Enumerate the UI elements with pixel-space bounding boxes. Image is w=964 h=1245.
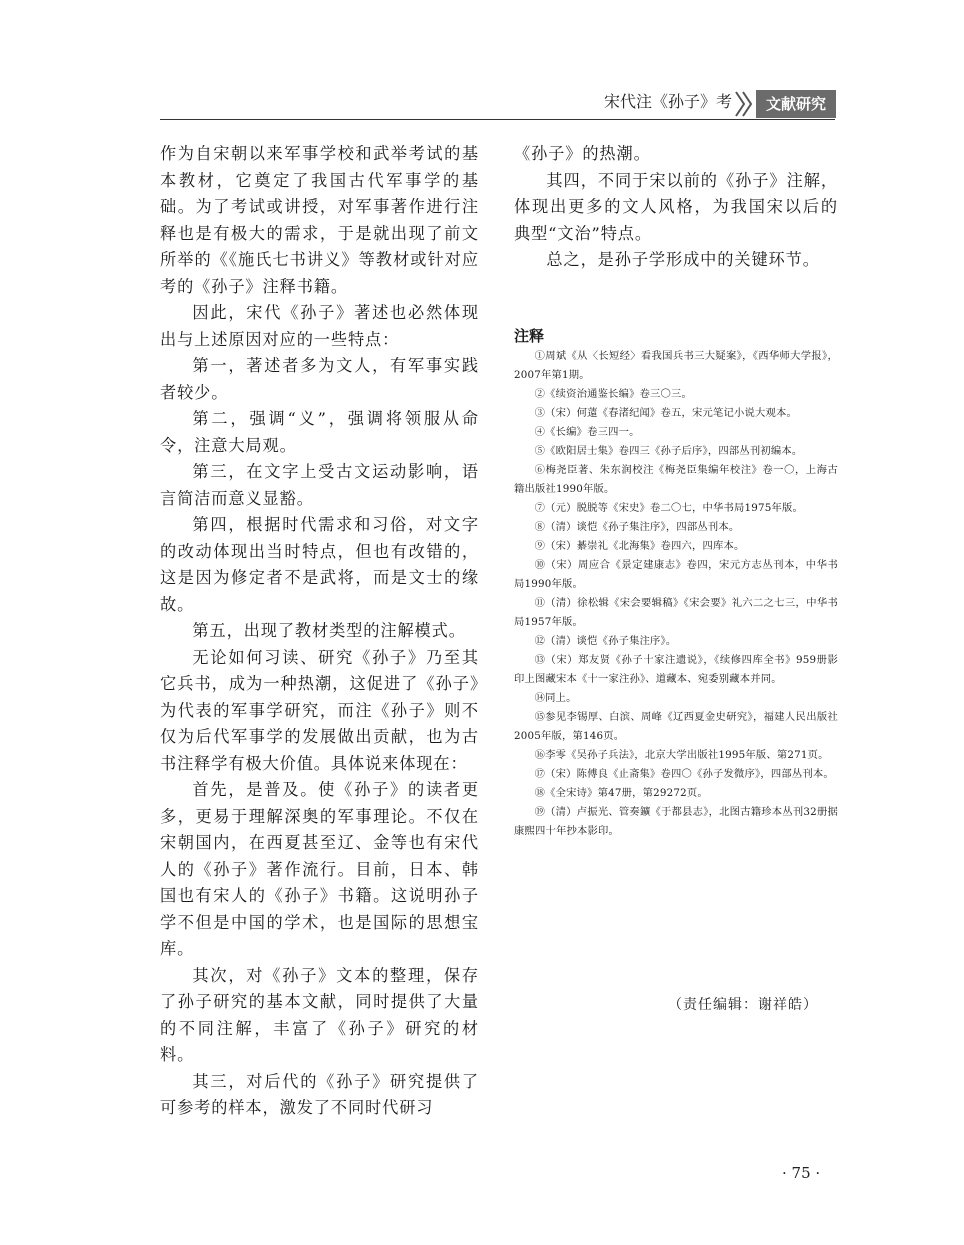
note-item: ③（宋）何薳《春渚纪闻》卷五，宋元笔记小说大观本。: [534, 407, 798, 419]
section-badge: 文献研究: [756, 90, 836, 118]
paragraph: 无论如何习读、研究《孙子》乃至其它兵书，成为一种热潮，这促进了《孙子》为代表的军事学研究，而注《孙子》则不仅为后代军事学的发展做出贡献，也为古书注释学有极大价值。具体说来体现在：: [160, 647, 479, 773]
paragraph: 其四，不同于宋以前的《孙子》注解，体现出更多的文人风格，为我国宋以后的典型“文治”特点。: [514, 170, 838, 243]
running-title: 宋代注《孙子》考: [603, 92, 732, 111]
note-item: ⑮参见李锡厚、白滨、周峰《辽西夏金史研究》，福建人民出版社2005年版，第146页。: [514, 711, 838, 742]
right-column: [514, 141, 838, 274]
note-item: ⑨（宋）綦崇礼《北海集》卷四六，四库本。: [534, 540, 745, 552]
double-chevron-icon: [734, 90, 756, 118]
paragraph: 因此，宋代《孙子》著述也必然体现出与上述原因对应的一些特点：: [160, 303, 479, 349]
note-item: ⑭同上。: [534, 692, 577, 704]
paragraph: 第五，出现了教材类型的注解模式。: [192, 621, 466, 640]
note-item: ⑩（宋）周应合《景定建康志》卷四，宋元方志丛刊本，中华书局1990年版。: [514, 559, 838, 590]
page-number: · 75 ·: [782, 1164, 821, 1182]
note-item: ②《续资治通鉴长编》卷三〇三。: [534, 388, 693, 400]
note-item: ⑦（元）脱脱等《宋史》卷二〇七，中华书局1975年版。: [534, 502, 804, 514]
note-item: ⑰（宋）陈傅良《止斋集》卷四〇《孙子发微序》，四部丛刊本。: [534, 768, 834, 780]
paragraph: 第四，根据时代需求和习俗，对文字的改动体现出当时特点，但也有改错的，这是因为修定者不是武将，而是文士的缘故。: [160, 515, 479, 614]
responsible-editor: （责任编辑：谢祥皓）: [668, 997, 818, 1013]
note-item: ⑤《欧阳居士集》卷四三《孙子后序》，四部丛刊初编本。: [534, 445, 803, 457]
note-item: ⑥梅尧臣著、朱东润校注《梅尧臣集编年校注》卷一〇，上海古籍出版社1990年版。: [514, 464, 838, 495]
paragraph: 作为自宋朝以来军事学校和武举考试的基本教材，它奠定了我国古代军事学的基础。为了考试或讲授，对军事著作进行注释也是有极大的需求，于是就出现了前文所举的《《施氏七书讲义》等教材或针对应考的《孙子》注释书籍。: [160, 144, 479, 296]
paragraph: 其三，对后代的《孙子》研究提供了可参考的样本，激发了不同时代研习: [160, 1071, 479, 1117]
paragraph: 《孙子》的热潮。: [514, 144, 651, 163]
paragraph: 首先，是普及。使《孙子》的读者更多，更易于理解深奥的军事理论。不仅在宋朝国内，在西夏甚至辽、金等也有宋代人的《孙子》著作流行。目前，日本、韩国也有宋人的《孙子》书籍。这说明孙子学不但是中国的学术，也是国际的思想宝库。: [160, 780, 479, 958]
note-item: ①周斌《从〈长短经〉看我国兵书三大疑案》，《西华师大学报》，2007年第1期。: [514, 350, 838, 381]
paragraph: 第一，著述者多为文人，有军事实践者较少。: [160, 356, 479, 402]
paragraph: 总之，是孙子学形成中的关键环节。: [546, 250, 820, 269]
note-item: ⑪（清）徐松辑《宋会要辑稿》《宋会要》礼六二之七三，中华书局1957年版。: [514, 597, 838, 628]
note-item: ⑧（清）谈恺《孙子集注序》，四部丛刊本。: [534, 521, 740, 533]
header-rule: [160, 119, 835, 120]
note-item: ⑱《全宋诗》第47册，第29272页。: [534, 787, 708, 799]
note-item: ⑯李零《吴孙子兵法》，北京大学出版社1995年版、第271页。: [534, 749, 829, 761]
notes-list: [514, 347, 838, 841]
note-item: ⑫（清）谈恺《孙子集注序》。: [534, 635, 677, 647]
paragraph: 其次，对《孙子》文本的整理，保存了孙子研究的基本文献，同时提供了大量的不同注解，丰富了《孙子》研究的材料。: [160, 965, 479, 1064]
paragraph: 第二，强调“义”，强调将领服从命令，注意大局观。: [160, 409, 479, 455]
left-column: [160, 141, 479, 1122]
note-item: ④《长编》卷三四一。: [534, 426, 640, 438]
notes-heading: 注释: [514, 327, 545, 345]
note-item: ⑬（宋）郑友贤《孙子十家注遗说》，《续修四库全书》959册影印上图藏宋本《十一家注孙》、道藏本、宛委别藏本并同。: [514, 654, 838, 685]
note-item: ⑲（清）卢振光、管奏鑛《于都县志》，北图古籍珍本丛刊32册据康熙四十年抄本影印。: [514, 806, 838, 837]
paragraph: 第三，在文字上受古文运动影响，语言简洁而意义显豁。: [160, 462, 479, 508]
